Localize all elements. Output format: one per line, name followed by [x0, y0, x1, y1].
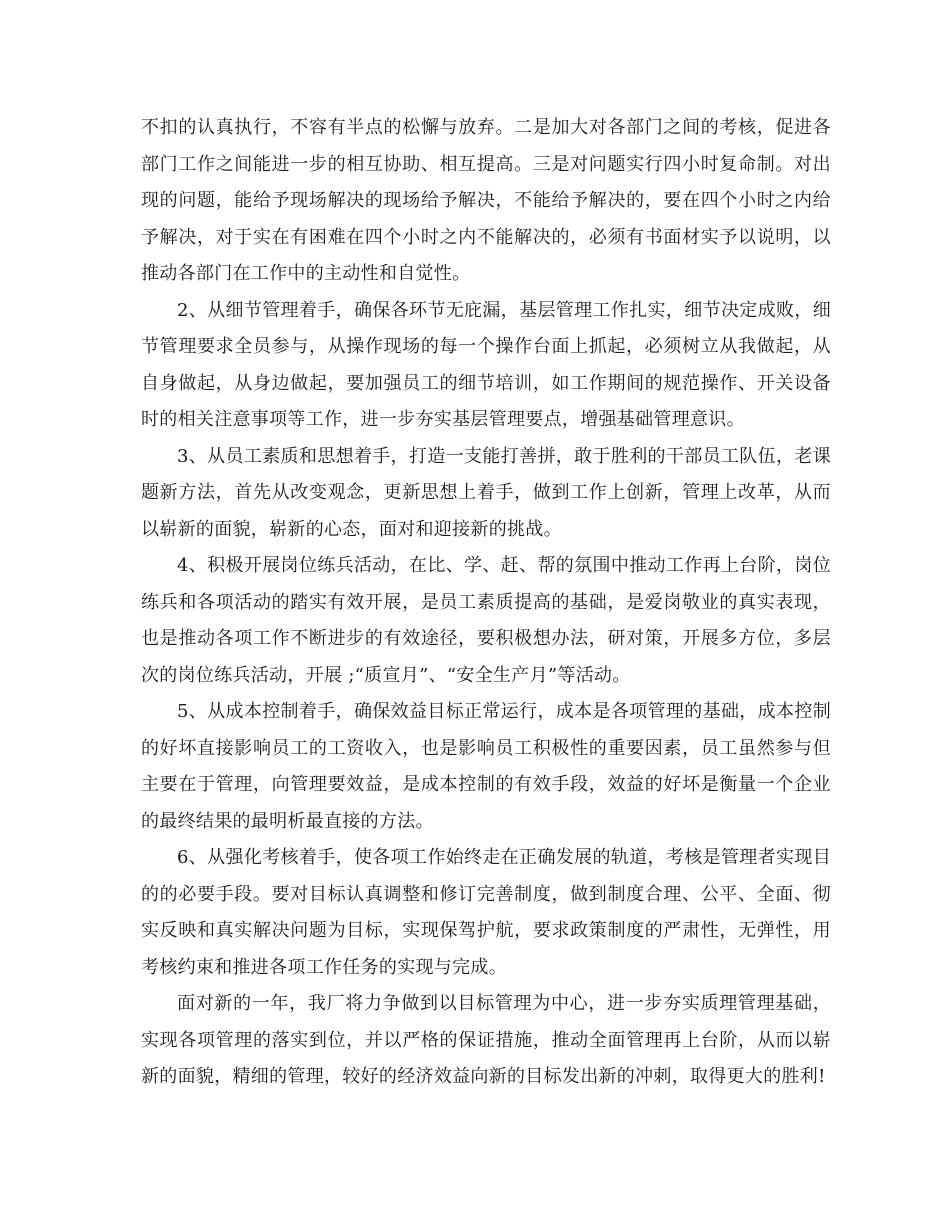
paragraph-item-3: 3、从员工素质和思想着手，打造一支能打善拼，敢于胜利的干部员工队伍，老课题新方法，首先从改变观念，更新思想上着手，做到工作上创新，管理上改革，从而以崭新的面貌，崭新的心态，面对和迎接新的挑战。 — [141, 445, 831, 540]
paragraph-item-2: 2、从细节管理着手，确保各环节无庇漏，基层管理工作扎实，细节决定成败，细节管理要求全员参与，从操作现场的每一个操作台面上抓起，必须树立从我做起，从自身做起，从身边做起，要加强员工的细节培训，如工作期间的规范操作、开关设备时的相关注意事项等工作，进一步夯实基层管理要点，增强基础管理意识。 — [141, 299, 831, 430]
paragraph-conclusion: 面对新的一年，我厂将力争做到以目标管理为中心，进一步夯实质理管理基础，实现各项管理的落实到位，并以严格的保证措施，推动全面管理再上台阶，从而以崭新的面貌，精细的管理，较好的经济效益向新的目标发出新的冲刺，取得更大的胜利! — [141, 993, 831, 1087]
paragraph-item-5: 5、从成本控制着手，确保效益目标正常运行，成本是各项管理的基础，成本控制的好坏直接影响员工的工资收入，也是影响员工积极性的重要因素，员工虽然参与但主要在于管理，向管理要效益，是成本控制的有效手段，效益的好坏是衡量一个企业的最终结果的最明析最直接的方法。 — [141, 701, 831, 832]
paragraph-continuation: 不扣的认真执行，不容有半点的松懈与放弃。二是加大对各部门之间的考核，促进各部门工作之间能进一步的相互协助、相互提高。三是对问题实行四小时复命制。对出现的问题，能给予现场解决的现场给予解决，不能给予解决的，要在四个小时之内给予解决，对于实在有困难在四个小时之内不能解决的，必须有书面材实予以说明，以推动各部门在工作中的主动性和自觉性。 — [141, 117, 831, 284]
paragraph-item-4: 4、积极开展岗位练兵活动，在比、学、赶、帮的氛围中推动工作再上台阶，岗位练兵和各项活动的踏实有效开展，是员工素质提高的基础，是爱岗敬业的真实表现，也是推动各项工作不断进步的有效途径，要积极想办法，研对策，开展多方位，多层次的岗位练兵活动，开展 ;“质宣月”、“安全生产月”等活动。 — [141, 555, 831, 686]
paragraph-item-6: 6、从强化考核着手，使各项工作始终走在正确发展的轨道，考核是管理者实现目的的必要手段。要对目标认真调整和修订完善制度，做到制度合理、公平、全面、彻实反映和真实解决问题为目标，实现保驾护航，要求政策制度的严肃性，无弹性，用考核约束和推进各项工作任务的实现与完成。 — [141, 847, 831, 978]
document-body — [141, 110, 831, 1096]
